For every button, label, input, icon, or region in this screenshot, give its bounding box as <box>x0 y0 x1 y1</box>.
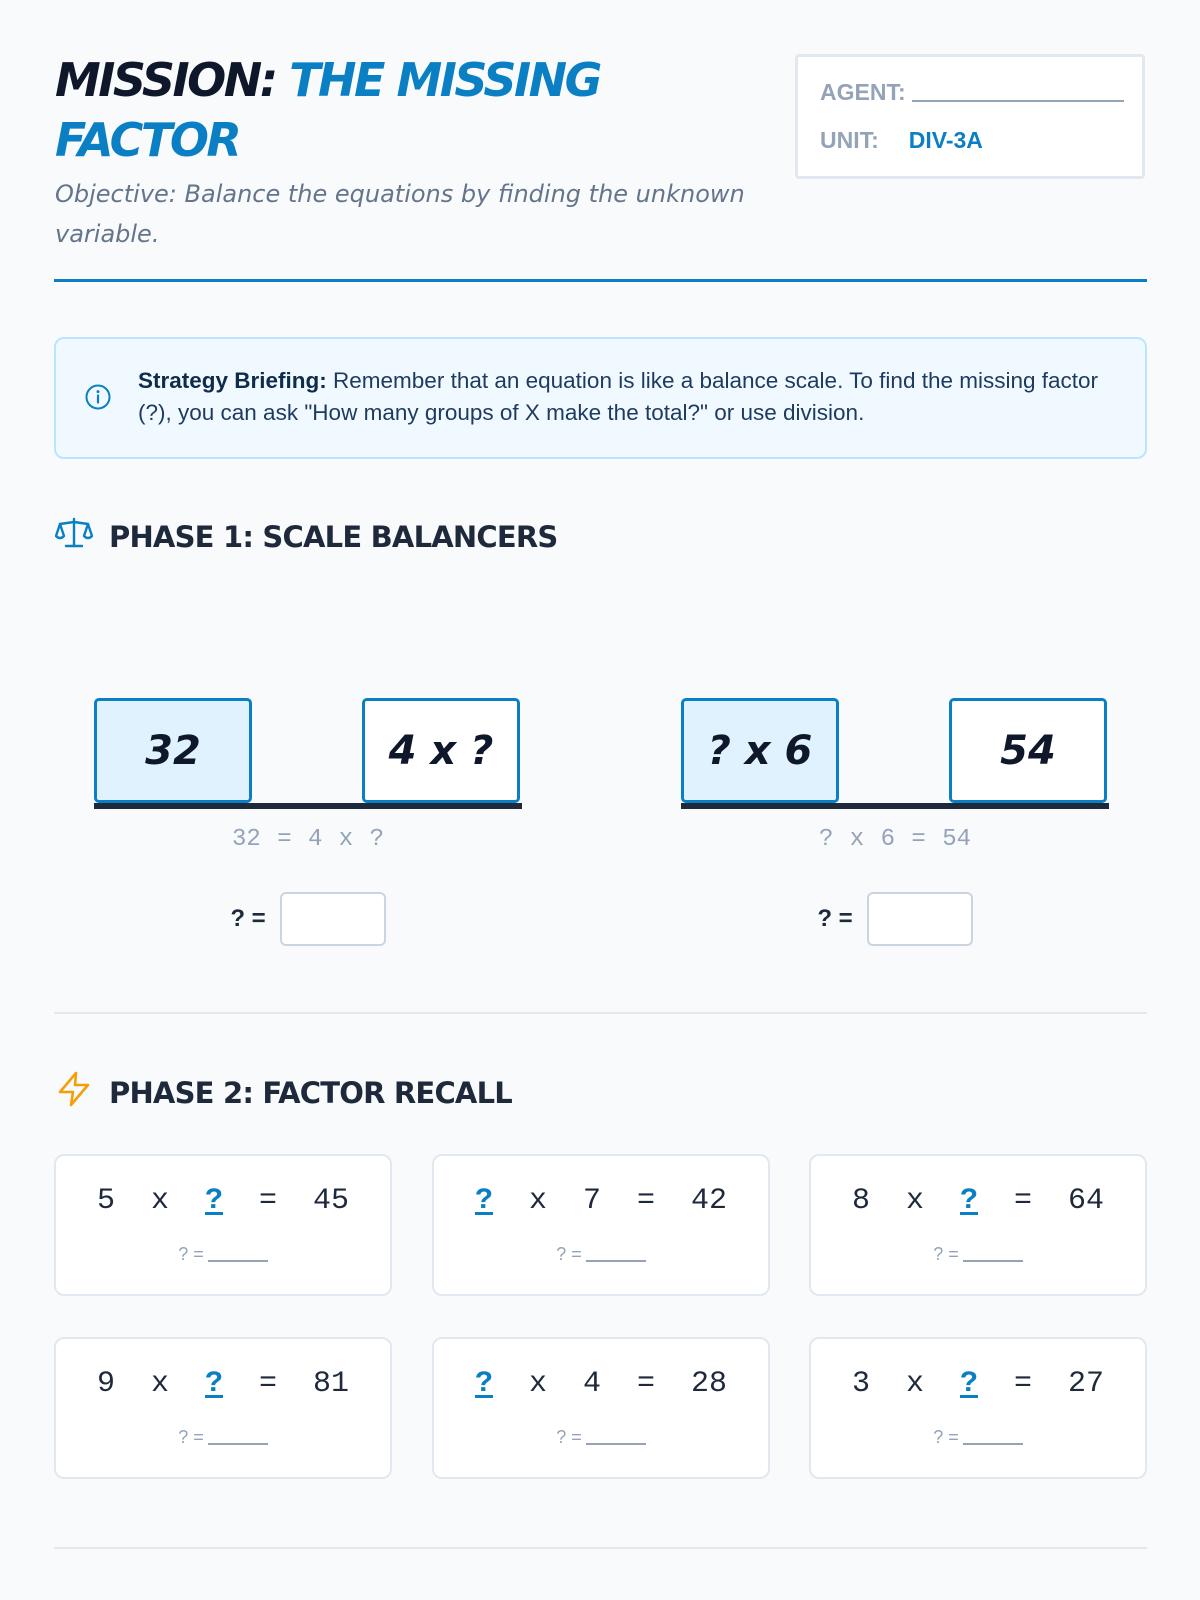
recall-equation <box>811 1367 1145 1401</box>
agent-name-blank[interactable] <box>912 100 1124 102</box>
eq-right: x 7 = 42 <box>492 1184 728 1218</box>
recall-equation <box>56 1184 390 1218</box>
eq-right: = 81 <box>223 1367 350 1401</box>
eq-right: x 4 = 28 <box>492 1367 728 1401</box>
missing-factor: ? <box>474 1184 493 1218</box>
unit-value: DIV-3A <box>908 127 983 153</box>
header-divider <box>54 279 1147 282</box>
recall-answer <box>434 1244 768 1265</box>
answer-label: ? = <box>556 1427 582 1447</box>
answer-blank[interactable] <box>963 1443 1023 1445</box>
answer-label: ? = <box>178 1244 204 1264</box>
title-prefix: MISSION: <box>55 53 290 107</box>
scale-balancer-1 <box>94 698 522 948</box>
recall-card <box>54 1337 392 1479</box>
eq-right: = 27 <box>978 1367 1105 1401</box>
recall-answer <box>811 1427 1145 1448</box>
recall-answer <box>811 1244 1145 1265</box>
phase2-heading <box>55 1070 512 1115</box>
answer-blank[interactable] <box>586 1260 646 1262</box>
scale-left-pan: 32 <box>94 698 252 803</box>
answer-input[interactable] <box>280 892 386 946</box>
answer-blank[interactable] <box>208 1260 268 1262</box>
answer-blank[interactable] <box>586 1443 646 1445</box>
title-highlight: THE MISSING FACTOR <box>55 53 600 167</box>
phase1-heading <box>55 516 557 557</box>
recall-equation <box>811 1184 1145 1218</box>
missing-factor: ? <box>204 1367 223 1401</box>
scale-right-pan: 54 <box>949 698 1107 803</box>
recall-card <box>809 1337 1147 1479</box>
agent-label: AGENT: <box>820 79 906 105</box>
answer-input[interactable] <box>867 892 973 946</box>
answer-label: ? = <box>556 1244 582 1264</box>
briefing-label: Strategy Briefing: <box>138 368 327 393</box>
missing-factor: ? <box>959 1367 978 1401</box>
recall-answer <box>56 1244 390 1265</box>
recall-equation <box>434 1184 768 1218</box>
answer-blank[interactable] <box>208 1443 268 1445</box>
phase2-title: PHASE 2: FACTOR RECALL <box>109 1075 512 1110</box>
page-title <box>55 50 775 170</box>
unit-row <box>820 127 983 154</box>
recall-answer <box>434 1427 768 1448</box>
recall-answer <box>56 1427 390 1448</box>
scale-left-pan: ? x 6 <box>681 698 839 803</box>
agent-row <box>820 79 1124 106</box>
answer-label: ? = <box>933 1244 959 1264</box>
scale-answer <box>94 892 522 946</box>
footer-divider <box>54 1547 1147 1549</box>
phase1-title: PHASE 1: SCALE BALANCERS <box>109 519 558 554</box>
missing-factor: ? <box>204 1184 223 1218</box>
section-divider <box>54 1012 1147 1014</box>
scale-equation: ? x 6 = 54 <box>818 826 972 853</box>
scale-equation: 32 = 4 x ? <box>231 826 385 853</box>
recall-card <box>432 1154 770 1296</box>
eq-left: 3 x <box>851 1367 960 1401</box>
answer-label: ? = <box>230 905 266 932</box>
info-icon <box>84 383 112 416</box>
recall-card <box>54 1154 392 1296</box>
answer-blank[interactable] <box>963 1260 1023 1262</box>
recall-equation <box>56 1367 390 1401</box>
scale-beam <box>681 803 1109 809</box>
briefing-body: Remember that an equation is like a balance scale. To find the missing factor (?), you can ask "How many groups of X make the total?" or use division. <box>138 368 1099 425</box>
eq-left: 5 x <box>96 1184 205 1218</box>
objective-text: Objective: Balance the equations by finding the unknown variable. <box>55 180 745 248</box>
recall-card <box>809 1154 1147 1296</box>
agent-card <box>795 54 1145 179</box>
eq-right: = 64 <box>978 1184 1105 1218</box>
unit-label: UNIT: <box>820 127 879 153</box>
answer-label: ? = <box>817 905 853 932</box>
missing-factor: ? <box>474 1367 493 1401</box>
scale-answer <box>681 892 1109 946</box>
scale-icon <box>55 516 109 557</box>
scale-balancer-2 <box>681 698 1109 948</box>
lightning-icon <box>55 1070 109 1115</box>
scale-beam <box>94 803 522 809</box>
answer-label: ? = <box>178 1427 204 1447</box>
eq-left: 9 x <box>96 1367 205 1401</box>
scale-right-pan: 4 x ? <box>362 698 520 803</box>
eq-right: = 45 <box>223 1184 350 1218</box>
missing-factor: ? <box>959 1184 978 1218</box>
recall-equation <box>434 1367 768 1401</box>
briefing-text <box>138 365 1128 429</box>
strategy-briefing <box>54 337 1147 459</box>
answer-label: ? = <box>933 1427 959 1447</box>
recall-card <box>432 1337 770 1479</box>
eq-left: 8 x <box>851 1184 960 1218</box>
